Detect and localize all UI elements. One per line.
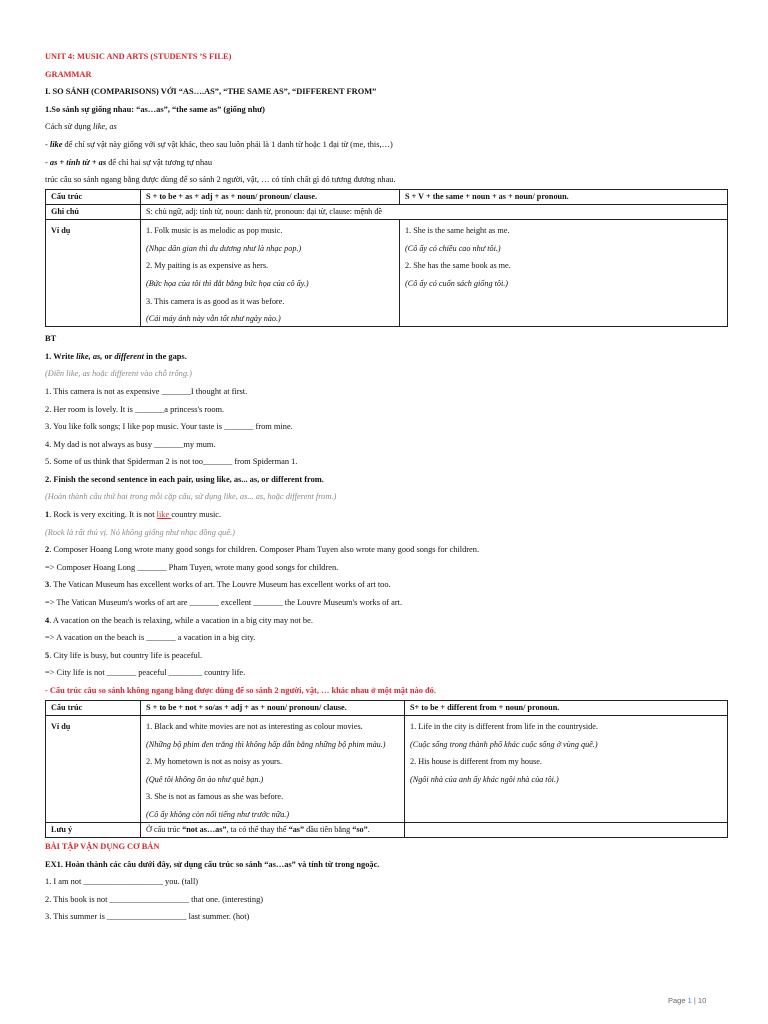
page-footer: Page 1 | 10 [668, 996, 707, 1005]
list-item: 3. The Vatican Museum has excellent works of art. The Louvre Museum has excellent works of art too. [45, 580, 391, 590]
ex2-sample-translation: (Rock là rất thú vị. Nó không giống như nhạc đồng quê.) [45, 527, 235, 537]
examples-col1: 1. Black and white movies are not as interesting as colour movies. (Những bộ phim đen trắng thì không hấp dẫn bằng những bộ phim màu.) 2. My hometown is not as noisy as yours. (Quê tôi không ồn ào như quê bạn.) 3. She is not as famous as she was before. (Cô ấy không còn nổi tiếng như trước nữa.) [141, 716, 405, 823]
as-rule: - as + tính từ + as để chỉ hai sự vật tương tự nhau [45, 157, 213, 167]
bt-label: BT [45, 334, 57, 344]
list-item: => Composer Hoang Long _______ Pham Tuyen, wrote many good songs for children. [45, 562, 339, 572]
page-total: 10 [697, 996, 707, 1005]
note-text: Ở cấu trúc “not as…as”, ta có thể thay thế “as” đầu tiên bằng “so”. [141, 822, 405, 837]
table-header-col1: S + to be + as + adj + as + noun/ pronoun/ clause. [141, 190, 400, 205]
list-item: 2. Her room is lovely. It is _______a princess's room. [45, 404, 225, 414]
list-item: 1. This camera is not as expensive _______I thought at first. [45, 386, 248, 396]
practice-ex1-title: EX1. Hoàn thành các câu dưới đây, sử dụng cấu trúc so sánh “as…as” và tính từ trong ngoặc. [45, 859, 380, 869]
like-rule: - like để chỉ sự vật này giống với sự vật khác, theo sau luôn phải là 1 danh từ hoặc 1 đại từ (me, this,…) [45, 139, 393, 149]
list-item: 4. A vacation on the beach is relaxing, while a vacation in a big city may not be. [45, 615, 313, 625]
ex2-title: 2. Finish the second sentence in each pair, using like, as... as, or different from. [45, 474, 324, 484]
note-empty-cell [405, 822, 728, 837]
comparison-table-equal [45, 189, 728, 327]
list-item: => A vacation on the beach is _______ a vacation in a big city. [45, 633, 256, 643]
section1-title: I. SO SÁNH (COMPARISONS) VỚI “AS….AS”, “THE SAME AS”, “DIFFERENT FROM” [45, 87, 377, 97]
list-item: 2. This book is not ___________________ that one. (interesting) [45, 894, 264, 904]
example-label: Ví dụ [46, 220, 141, 327]
unit-title: UNIT 4: MUSIC AND ARTS (STUDENTS ’S FILE) [45, 52, 232, 61]
note-text: S: chủ ngữ, adj: tính từ, noun: danh từ, pronoun: đại từ, clause: mệnh đề [141, 205, 728, 220]
note-label: Ghi chú [46, 205, 141, 220]
list-item: 4. My dad is not always as busy _______my mum. [45, 439, 216, 449]
list-item: => City life is not _______ peaceful ________ country life. [45, 668, 246, 678]
list-item: 1. I am not ___________________ you. (tall) [45, 877, 199, 887]
list-item: 5. Some of us think that Spiderman 2 is not too_______ from Spiderman 1. [45, 457, 298, 467]
usage-line: Cách sử dụng like, as [45, 122, 117, 132]
examples-col2: 1. Life in the city is different from life in the countryside. (Cuộc sống trong thành phố khác cuộc sống ở vùng quê.) 2. His house is different from my house. (Ngôi nhà của anh ấy khác ngôi nhà của tôi.) [405, 716, 728, 823]
list-item: => The Vatican Museum's works of art are _______ excellent _______ the Louvre Museum's works of art. [45, 598, 403, 608]
table-header-label: Cấu trúc [46, 190, 141, 205]
list-item: 2. Composer Hoang Long wrote many good songs for children. Composer Pham Tuyen also wrote many good songs for children. [45, 545, 480, 555]
list-item: 5. City life is busy, but country life is peaceful. [45, 650, 203, 660]
comparison-table-unequal [45, 700, 728, 838]
ex2-sample: 1. Rock is very exciting. It is not like country music. [45, 510, 222, 520]
examples-col1: 1. Folk music is as melodic as pop music. (Nhạc dân gian thì du dương như là nhạc pop.) 2. My paiting is as expensive as hers. (Bức họa của tôi thì đắt bằng bức họa của cô ấy.) 3. This camera is as good as it was before. (Cái máy ảnh này vẫn tốt như ngày nào.) [141, 220, 400, 327]
ex1-note: (Điền like, as hoặc different vào chỗ trống.) [45, 369, 192, 379]
structure-intro: trúc câu so sánh ngang bằng được dùng để so sánh 2 người, vật, … có tính chất gì đó tương đương nhau. [45, 175, 396, 185]
document-page [45, 52, 728, 930]
list-item: 3. This summer is ___________________ last summer. (hot) [45, 912, 250, 922]
list-item: 3. You like folk songs; I like pop music. Your taste is _______ from mine. [45, 422, 293, 432]
ex2-note: (Hoàn thành câu thứ hai trong mỗi cặp câu, sử dụng like, as... as, hoặc different from.) [45, 492, 337, 502]
sub1-title: 1.So sánh sự giống nhau: “as…as”, “the same as” (giống như) [45, 104, 265, 114]
table-header-col2: S+ to be + different from + noun/ pronoun. [405, 701, 728, 716]
practice-title: BÀI TẬP VẬN DỤNG CƠ BẢN [45, 841, 160, 851]
negative-structure-title: - Cấu trúc câu so sánh không ngang bằng được dùng để so sánh 2 người, vật, … khác nhau ở một mặt nào đó. [45, 686, 436, 695]
example-label: Ví dụ [46, 716, 141, 823]
note-label: Lưu ý [46, 822, 141, 837]
table-header-label: Cấu trúc [46, 701, 141, 716]
examples-col2: 1. She is the same height as me. (Cô ấy có chiều cao như tôi.) 2. She has the same book as me. (Cô ấy có cuốn sách giống tôi.) [400, 220, 728, 327]
grammar-label: GRAMMAR [45, 69, 92, 79]
table-header-col1: S + to be + not + so/as + adj + as + noun/ pronoun/ clause. [141, 701, 405, 716]
table-header-col2: S + V + the same + noun + as + noun/ pronoun. [400, 190, 728, 205]
page-number: 1 [687, 996, 692, 1005]
ex1-title: 1. Write like, as, or different in the gaps. [45, 351, 187, 361]
